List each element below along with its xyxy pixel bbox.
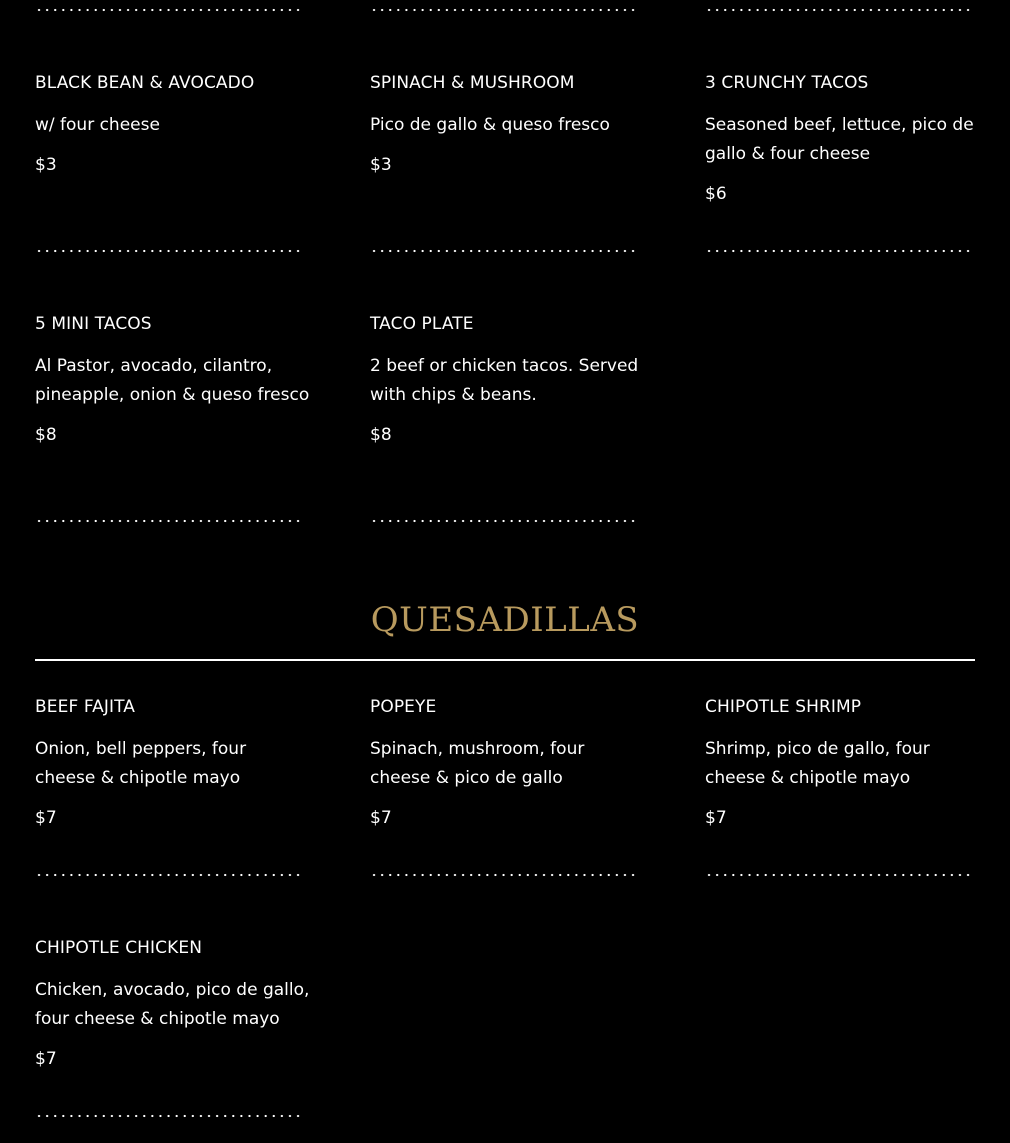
dotted-separator — [370, 873, 638, 877]
menu-item-price: $7 — [370, 808, 392, 828]
menu-item-name: 3 CRUNCHY TACOS — [705, 73, 869, 93]
menu-item-description: Shrimp, pico de gallo, four cheese & chipotle mayo — [705, 739, 930, 788]
menu-item-name: CHIPOTLE CHICKEN — [35, 938, 203, 958]
dotted-separator — [705, 249, 973, 253]
dotted-separator — [705, 8, 973, 12]
menu-item-price: $8 — [370, 425, 392, 445]
menu-item-description: w/ four cheese — [35, 115, 160, 135]
menu-item — [35, 72, 310, 176]
menu-item — [35, 313, 310, 446]
dotted-separator — [35, 873, 303, 877]
dotted-separator — [370, 519, 638, 523]
menu-item-name: BLACK BEAN & AVOCADO — [35, 73, 255, 93]
menu-item — [705, 696, 980, 829]
menu-item-price: $7 — [35, 808, 57, 828]
menu-item-price: $3 — [370, 155, 392, 175]
dotted-separator — [370, 8, 638, 12]
dotted-separator — [370, 249, 638, 253]
section-divider — [35, 659, 975, 661]
menu-item-price: $7 — [705, 808, 727, 828]
menu-item-description: Seasoned beef, lettuce, pico de gallo & four cheese — [705, 115, 974, 164]
menu-item-price: $7 — [35, 1049, 57, 1069]
menu-item-name: CHIPOTLE SHRIMP — [705, 697, 862, 717]
menu-item-description: 2 beef or chicken tacos. Served with chips & beans. — [370, 356, 639, 405]
menu-item — [370, 72, 645, 176]
menu-item — [35, 937, 310, 1070]
menu-item — [370, 696, 645, 829]
menu-item-name: SPINACH & MUSHROOM — [370, 73, 575, 93]
dotted-separator — [35, 8, 303, 12]
dotted-separator — [35, 519, 303, 523]
menu-item-price: $8 — [35, 425, 57, 445]
menu-item-description: Spinach, mushroom, four cheese & pico de gallo — [370, 739, 585, 788]
menu-item — [370, 313, 645, 446]
menu-item — [35, 696, 310, 829]
menu-item-price: $3 — [35, 155, 57, 175]
dotted-separator — [705, 873, 973, 877]
section-title-quesadillas: QUESADILLAS — [370, 600, 640, 640]
dotted-separator — [35, 1114, 303, 1118]
menu-item-name: TACO PLATE — [370, 314, 474, 334]
menu-item — [705, 72, 980, 205]
menu-item-description: Al Pastor, avocado, cilantro, pineapple, onion & queso fresco — [35, 356, 310, 405]
menu-item-price: $6 — [705, 184, 727, 204]
menu-item-description: Pico de gallo & queso fresco — [370, 115, 610, 135]
dotted-separator — [35, 249, 303, 253]
menu-item-description: Onion, bell peppers, four cheese & chipotle mayo — [35, 739, 247, 788]
menu-item-name: BEEF FAJITA — [35, 697, 135, 717]
menu-item-name: POPEYE — [370, 697, 437, 717]
menu-item-description: Chicken, avocado, pico de gallo, four cheese & chipotle mayo — [35, 980, 310, 1029]
menu-item-name: 5 MINI TACOS — [35, 314, 152, 334]
